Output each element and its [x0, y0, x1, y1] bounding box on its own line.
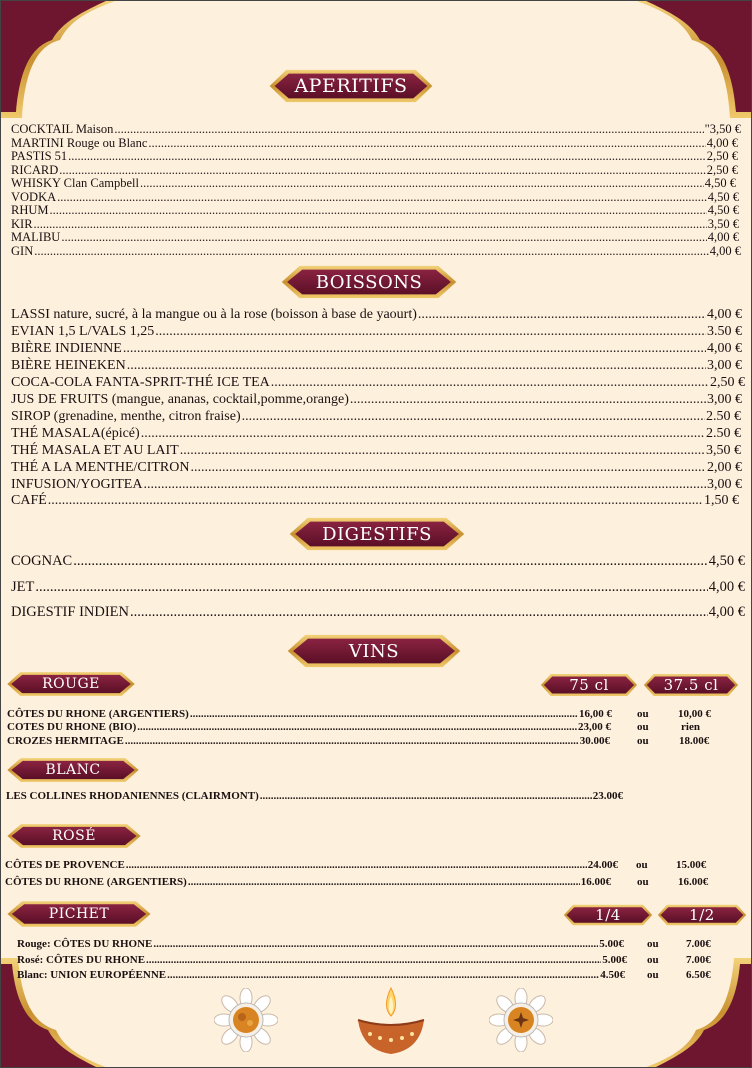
item-price: 23.00€ — [592, 790, 623, 802]
vins-banner — [286, 632, 462, 670]
boissons-title: BOISSONS — [315, 271, 423, 293]
item-price-small: rien — [681, 721, 700, 733]
item-price: 3.50 € — [707, 324, 742, 339]
item-price: 4,50 € — [704, 176, 736, 190]
list-item — [11, 341, 742, 357]
corner-ornament-top-right — [632, 0, 752, 120]
list-item — [11, 443, 741, 459]
item-name: VODKA — [11, 189, 57, 204]
item-name: CÔTES DU RHONE (ARGENTIERS) — [7, 708, 189, 720]
item-price: 4,00 € — [707, 341, 742, 356]
item-name: LES COLLINES RHODANIENNES (CLAIRMONT) — [6, 790, 259, 802]
list-item — [11, 324, 742, 340]
item-price: 3,00 € — [707, 358, 742, 373]
list-item — [11, 477, 742, 493]
blanc-banner — [6, 756, 140, 784]
list-item — [7, 735, 610, 747]
item-price: 1,50 € — [704, 493, 739, 508]
list-item — [17, 938, 624, 950]
list-item — [11, 392, 742, 408]
item-price: 3,00 € — [707, 477, 742, 492]
col-quarter-banner — [563, 903, 653, 927]
vins-title: VINS — [348, 640, 400, 662]
blanc-title: BLANC — [45, 762, 101, 778]
list-item — [5, 876, 611, 888]
item-price-small: 16.00€ — [678, 876, 709, 888]
item-price: 3,50 € — [706, 443, 741, 458]
list-item — [7, 708, 612, 720]
list-item — [11, 460, 742, 476]
item-name: COTES DU RHONE (BIO) — [7, 721, 137, 733]
corner-ornament-top-left — [0, 0, 120, 120]
item-price-small: 6.50€ — [686, 969, 711, 981]
item-name: COCA-COLA FANTA-SPRIT-THÉ ICE TEA — [11, 375, 270, 390]
item-name: JUS DE FRUITS (mangue, ananas, cocktail,pomme,orange) — [11, 392, 349, 407]
item-name: KIR — [11, 216, 33, 231]
item-price-small: 7.00€ — [686, 938, 711, 950]
item-price: 23,00 € — [578, 721, 611, 733]
list-item — [11, 244, 741, 259]
digestifs-banner — [288, 515, 466, 553]
item-name: THÉ A LA MENTHE/CITRON — [11, 460, 190, 475]
list-item — [11, 604, 745, 621]
item-name: CÔTES DU RHONE (ARGENTIERS) — [5, 876, 187, 888]
ou-label: ou — [647, 938, 659, 950]
item-price: 16.00€ — [580, 876, 611, 888]
col-75cl-label: 75 cl — [569, 676, 609, 694]
item-price: "3,50 € — [704, 122, 741, 136]
item-price: 2.50 € — [706, 426, 741, 441]
col-half-banner — [657, 903, 747, 927]
item-price: 4,00 € — [708, 604, 745, 620]
ou-label: ou — [647, 969, 659, 981]
list-item — [7, 721, 611, 733]
item-price-small: 15.00€ — [676, 859, 707, 871]
rose-title: ROSÉ — [52, 828, 96, 844]
pichet-banner — [6, 899, 152, 929]
item-name: INFUSION/YOGITEA — [11, 477, 143, 492]
list-item — [11, 579, 745, 596]
item-price: 2,50 € — [706, 149, 738, 163]
item-name: WHISKY Clan Campbell — [11, 176, 139, 190]
item-name: JET — [11, 579, 35, 595]
item-price: 24.00€ — [587, 859, 618, 871]
aperitifs-banner — [268, 67, 434, 105]
item-price-small: 7.00€ — [686, 954, 711, 966]
item-price-small: 10,00 € — [678, 708, 711, 720]
item-price: 2,50 € — [706, 162, 738, 177]
item-price: 3,50 € — [707, 216, 739, 231]
item-name: Rosé: CÔTES DU RHONE — [17, 954, 146, 966]
item-price-small: 18.00€ — [679, 735, 710, 747]
item-name: GIN — [11, 243, 34, 258]
item-price: 2,00 € — [707, 460, 742, 475]
list-item — [11, 493, 739, 509]
item-price: 2,50 € — [710, 375, 745, 390]
item-price: 4,00 € — [708, 579, 745, 595]
ou-label: ou — [637, 735, 649, 747]
item-price: 4,00 € — [707, 230, 739, 244]
item-name: CÔTES DE PROVENCE — [5, 859, 125, 871]
item-name: MARTINI Rouge ou Blanc — [11, 135, 148, 150]
item-name: Rouge: CÔTES DU RHONE — [17, 938, 153, 950]
col-75cl-banner — [540, 672, 638, 698]
item-name: THÉ MASALA ET AU LAIT — [11, 443, 179, 458]
item-name: BIÈRE HEINEKEN — [11, 358, 126, 373]
rose-banner — [6, 822, 142, 850]
item-name: CROZES HERMITAGE — [7, 735, 124, 747]
item-price: 4,50 € — [707, 189, 739, 204]
ou-label: ou — [647, 954, 659, 966]
rouge-title: ROUGE — [42, 676, 100, 692]
ou-label: ou — [637, 721, 649, 733]
ou-label: ou — [636, 859, 648, 871]
list-item — [6, 790, 623, 802]
item-price: 4,00 € — [706, 135, 738, 150]
ou-label: ou — [637, 876, 649, 888]
list-item — [17, 969, 625, 981]
item-price: 5.00€ — [602, 954, 627, 966]
item-name: PASTIS 51 — [11, 149, 68, 163]
item-name: EVIAN 1,5 L/VALS 1,25 — [11, 324, 155, 339]
list-item — [11, 409, 741, 425]
list-item — [11, 375, 745, 391]
item-name: THÉ MASALA(épicé) — [11, 426, 140, 441]
item-name: SIROP (grenadine, menthe, citron fraise) — [11, 409, 241, 424]
item-name: CAFÉ — [11, 493, 47, 508]
digestifs-title: DIGESTIFS — [322, 523, 432, 545]
item-name: COCKTAIL Maison — [11, 122, 114, 136]
item-name: DIGESTIF INDIEN — [11, 604, 129, 620]
list-item — [11, 358, 742, 374]
spice-bowl-icon — [214, 988, 278, 1052]
item-name: MALIBU — [11, 230, 61, 244]
item-name: BIÈRE INDIENNE — [11, 341, 122, 356]
spice-bowl-icon — [489, 988, 553, 1052]
col-quarter-label: 1/4 — [595, 906, 621, 924]
col-37cl-banner — [643, 672, 739, 698]
list-item — [5, 859, 618, 871]
ou-label: ou — [637, 708, 649, 720]
col-37cl-label: 37.5 cl — [663, 676, 719, 694]
item-name: COGNAC — [11, 553, 73, 569]
list-item — [11, 307, 742, 323]
item-price: 3,00 € — [707, 392, 742, 407]
item-price: 4.50€ — [600, 969, 625, 981]
item-price: 2.50 € — [706, 409, 741, 424]
item-price: 4,50 € — [707, 203, 739, 217]
item-price: 4,00 € — [709, 243, 741, 258]
item-price: 5.00€ — [599, 938, 624, 950]
list-item — [11, 426, 741, 442]
list-item — [11, 553, 745, 570]
rouge-banner — [6, 670, 136, 698]
item-name: RICARD — [11, 162, 59, 177]
aperitifs-title: APERITIFS — [294, 75, 408, 97]
item-price: 4,00 € — [707, 307, 742, 322]
item-name: Blanc: UNION EUROPÉENNE — [17, 969, 167, 981]
item-price: 30.00€ — [579, 735, 610, 747]
pichet-title: PICHET — [48, 906, 110, 922]
item-name: LASSI nature, sucré, à la mangue ou à la rose (boisson à base de yaourt) — [11, 307, 417, 322]
item-price: 4,50 € — [708, 553, 745, 569]
item-name: RHUM — [11, 203, 49, 217]
item-price: 16,00 € — [579, 708, 612, 720]
list-item — [17, 954, 627, 966]
boissons-banner — [280, 263, 458, 301]
diya-lamp-icon — [354, 986, 428, 1058]
col-half-label: 1/2 — [689, 906, 715, 924]
